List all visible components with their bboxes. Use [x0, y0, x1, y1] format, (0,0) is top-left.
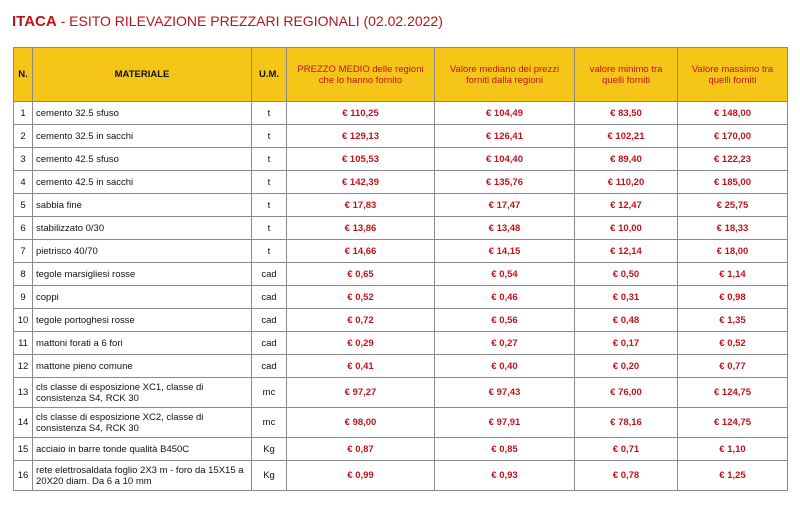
- row-materiale: tegole portoghesi rosse: [33, 309, 252, 332]
- table-row: [14, 194, 788, 217]
- table-row: [14, 125, 788, 148]
- row-number: 11: [14, 332, 33, 355]
- row-mediano: € 17,47: [435, 194, 575, 217]
- table-header-row: [14, 48, 788, 102]
- price-table: [13, 47, 788, 491]
- row-mediano: € 0,54: [435, 263, 575, 286]
- header-mediano: Valore mediano dei prezzi forniti dalla regioni: [435, 48, 575, 102]
- row-prezzo-medio: € 0,29: [287, 332, 435, 355]
- table-row: [14, 171, 788, 194]
- row-um: mc: [252, 408, 287, 438]
- row-minimo: € 76,00: [575, 378, 678, 408]
- row-minimo: € 0,78: [575, 461, 678, 491]
- row-materiale: cemento 42.5 in sacchi: [33, 171, 252, 194]
- table-row: [14, 355, 788, 378]
- row-number: 13: [14, 378, 33, 408]
- row-mediano: € 0,40: [435, 355, 575, 378]
- row-number: 8: [14, 263, 33, 286]
- table-body: [14, 102, 788, 491]
- row-prezzo-medio: € 0,41: [287, 355, 435, 378]
- row-um: cad: [252, 286, 287, 309]
- row-prezzo-medio: € 14,66: [287, 240, 435, 263]
- header-um: U.M.: [252, 48, 287, 102]
- title-subtitle: - ESITO RILEVAZIONE PREZZARI REGIONALI (02.02.2022): [56, 13, 443, 29]
- row-prezzo-medio: € 0,65: [287, 263, 435, 286]
- row-materiale: rete elettrosaldata foglio 2X3 m - foro da 15X15 a 20X20 diam. Da 6 a 10 mm: [33, 461, 252, 491]
- row-minimo: € 12,14: [575, 240, 678, 263]
- page-title: [12, 13, 443, 30]
- row-mediano: € 13,48: [435, 217, 575, 240]
- row-massimo: € 0,98: [678, 286, 788, 309]
- row-um: cad: [252, 309, 287, 332]
- row-prezzo-medio: € 142,39: [287, 171, 435, 194]
- table-row: [14, 438, 788, 461]
- row-minimo: € 10,00: [575, 217, 678, 240]
- row-massimo: € 1,25: [678, 461, 788, 491]
- row-mediano: € 0,27: [435, 332, 575, 355]
- row-mediano: € 0,85: [435, 438, 575, 461]
- row-materiale: cemento 42.5 sfuso: [33, 148, 252, 171]
- header-minimo: valore minimo tra quelli forniti: [575, 48, 678, 102]
- row-massimo: € 25,75: [678, 194, 788, 217]
- row-number: 10: [14, 309, 33, 332]
- row-um: t: [252, 102, 287, 125]
- row-materiale: cemento 32.5 in sacchi: [33, 125, 252, 148]
- row-mediano: € 104,49: [435, 102, 575, 125]
- row-um: mc: [252, 378, 287, 408]
- row-number: 12: [14, 355, 33, 378]
- row-number: 9: [14, 286, 33, 309]
- row-materiale: coppi: [33, 286, 252, 309]
- table-row: [14, 102, 788, 125]
- row-number: 1: [14, 102, 33, 125]
- row-um: cad: [252, 332, 287, 355]
- row-number: 15: [14, 438, 33, 461]
- row-um: Kg: [252, 438, 287, 461]
- table-row: [14, 332, 788, 355]
- row-mediano: € 0,56: [435, 309, 575, 332]
- table-row: [14, 461, 788, 491]
- row-um: t: [252, 217, 287, 240]
- row-um: t: [252, 194, 287, 217]
- row-minimo: € 0,48: [575, 309, 678, 332]
- row-minimo: € 0,20: [575, 355, 678, 378]
- row-prezzo-medio: € 105,53: [287, 148, 435, 171]
- row-number: 3: [14, 148, 33, 171]
- header-n: N.: [14, 48, 33, 102]
- row-minimo: € 0,31: [575, 286, 678, 309]
- row-prezzo-medio: € 13,86: [287, 217, 435, 240]
- row-prezzo-medio: € 129,13: [287, 125, 435, 148]
- row-prezzo-medio: € 97,27: [287, 378, 435, 408]
- row-materiale: sabbia fine: [33, 194, 252, 217]
- row-materiale: cls classe di esposizione XC1, classe di consistenza S4, RCK 30: [33, 378, 252, 408]
- row-mediano: € 97,43: [435, 378, 575, 408]
- row-massimo: € 148,00: [678, 102, 788, 125]
- table-row: [14, 286, 788, 309]
- row-massimo: € 124,75: [678, 378, 788, 408]
- row-minimo: € 78,16: [575, 408, 678, 438]
- table-row: [14, 263, 788, 286]
- table-row: [14, 217, 788, 240]
- table-row: [14, 240, 788, 263]
- row-minimo: € 89,40: [575, 148, 678, 171]
- row-um: Kg: [252, 461, 287, 491]
- row-number: 5: [14, 194, 33, 217]
- header-materiale: MATERIALE: [33, 48, 252, 102]
- row-minimo: € 12,47: [575, 194, 678, 217]
- row-number: 14: [14, 408, 33, 438]
- row-minimo: € 0,71: [575, 438, 678, 461]
- row-um: t: [252, 125, 287, 148]
- row-massimo: € 0,52: [678, 332, 788, 355]
- row-massimo: € 0,77: [678, 355, 788, 378]
- row-minimo: € 0,17: [575, 332, 678, 355]
- row-massimo: € 170,00: [678, 125, 788, 148]
- row-prezzo-medio: € 110,25: [287, 102, 435, 125]
- row-prezzo-medio: € 98,00: [287, 408, 435, 438]
- row-materiale: tegole marsigliesi rosse: [33, 263, 252, 286]
- row-minimo: € 110,20: [575, 171, 678, 194]
- row-materiale: cls classe di esposizione XC2, classe di consistenza S4, RCK 30: [33, 408, 252, 438]
- row-mediano: € 97,91: [435, 408, 575, 438]
- row-prezzo-medio: € 0,87: [287, 438, 435, 461]
- row-mediano: € 135,76: [435, 171, 575, 194]
- row-prezzo-medio: € 17,83: [287, 194, 435, 217]
- row-massimo: € 124,75: [678, 408, 788, 438]
- row-materiale: mattoni forati a 6 fori: [33, 332, 252, 355]
- row-um: t: [252, 171, 287, 194]
- row-massimo: € 1,14: [678, 263, 788, 286]
- row-number: 7: [14, 240, 33, 263]
- row-massimo: € 185,00: [678, 171, 788, 194]
- row-number: 4: [14, 171, 33, 194]
- row-materiale: cemento 32.5 sfuso: [33, 102, 252, 125]
- header-prezzo-medio: PREZZO MEDIO delle regioni che lo hanno fornito: [287, 48, 435, 102]
- table-row: [14, 309, 788, 332]
- row-prezzo-medio: € 0,99: [287, 461, 435, 491]
- row-um: cad: [252, 355, 287, 378]
- row-um: t: [252, 148, 287, 171]
- table-row: [14, 408, 788, 438]
- row-prezzo-medio: € 0,52: [287, 286, 435, 309]
- row-massimo: € 1,10: [678, 438, 788, 461]
- row-minimo: € 102,21: [575, 125, 678, 148]
- row-um: cad: [252, 263, 287, 286]
- row-mediano: € 126,41: [435, 125, 575, 148]
- table-row: [14, 148, 788, 171]
- row-materiale: stabilizzato 0/30: [33, 217, 252, 240]
- table-row: [14, 378, 788, 408]
- row-massimo: € 18,00: [678, 240, 788, 263]
- row-mediano: € 104,40: [435, 148, 575, 171]
- row-massimo: € 18,33: [678, 217, 788, 240]
- row-minimo: € 83,50: [575, 102, 678, 125]
- title-brand: ITACA: [12, 13, 57, 30]
- row-number: 2: [14, 125, 33, 148]
- row-prezzo-medio: € 0,72: [287, 309, 435, 332]
- header-massimo: Valore massimo tra quelli forniti: [678, 48, 788, 102]
- row-number: 16: [14, 461, 33, 491]
- row-materiale: mattone pieno comune: [33, 355, 252, 378]
- row-number: 6: [14, 217, 33, 240]
- row-minimo: € 0,50: [575, 263, 678, 286]
- row-mediano: € 0,46: [435, 286, 575, 309]
- row-massimo: € 122,23: [678, 148, 788, 171]
- row-um: t: [252, 240, 287, 263]
- row-mediano: € 0,93: [435, 461, 575, 491]
- row-mediano: € 14,15: [435, 240, 575, 263]
- row-materiale: acciaio in barre tonde qualità B450C: [33, 438, 252, 461]
- row-massimo: € 1,35: [678, 309, 788, 332]
- row-materiale: pietrisco 40/70: [33, 240, 252, 263]
